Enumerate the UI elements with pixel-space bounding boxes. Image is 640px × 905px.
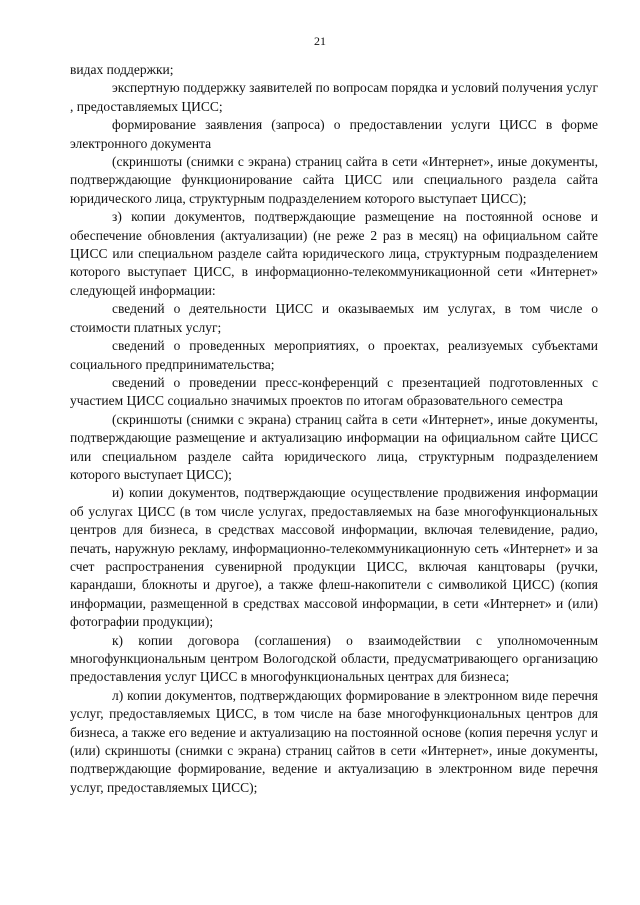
paragraph-expert-support: экспертную поддержку заявителей по вопросам порядка и условий получения услуг , предоставляемых ЦИСС; [70, 80, 598, 114]
page-body [70, 61, 598, 797]
paragraph-item-l: л) копии документов, подтверждающих формирование в электронном виде перечня услуг, предоставляемых ЦИСС, в том числе на базе многофункциональных центров для бизнеса, а также его ведение и актуализацию на постоянной основе (копия перечня услуг и (или) скриншоты (снимки с экрана) страниц сайтов в сети «Интернет», иные документы, подтверждающие формирование, ведение и актуализацию в электронном виде перечня услуг, предоставляемых ЦИСС); [70, 687, 598, 795]
paragraph-item-i: и) копии документов, подтверждающие осуществление продвижения информации об услугах ЦИСС (в том числе услугах, предоставляемых на базе многофункциональных центров для бизнеса, в средствах массовой информации, включая телевидение, радио, печать, наружную рекламу, информационно-телекоммуникационную сеть «Интернет» и за счет распространения сувенирной продукции ЦИСС, включая канцтовары (ручки, карандаши, блокноты и другое), а также флеш-накопители с символикой ЦИСС) (копия информации, размещенной в средствах массовой информации, в сети «Интернет» и (или) фотографии продукции); [70, 485, 598, 630]
paragraph-activity-info: сведений о деятельности ЦИСС и оказываемых им услугах, в том числе о стоимости платных услуг; [70, 301, 598, 335]
paragraph-events-info: сведений о проведенных мероприятиях, о проектах, реализуемых субъектами социального предпринимательства; [70, 338, 598, 372]
paragraph-continuation: видах поддержки; [70, 62, 174, 77]
paragraph-screenshots-site: (скриншоты (снимки с экрана) страниц сайта в сети «Интернет», иные документы, подтверждающие функционирование сайта ЦИСС или специального раздела сайта юридического лица, структурным подразделением которого выступает ЦИСС); [70, 154, 598, 206]
paragraph-press-conferences: сведений о проведении пресс-конференций с презентацией подготовленных с участием ЦИСС социально значимых проектов по итогам образовательного семестра [70, 374, 598, 409]
paragraph-item-k: к) копии договора (соглашения) о взаимодействии с уполномоченным многофункциональным центром Вологодской области, предусматривающего организацию предоставления услуг ЦИСС в многофункциональных центрах для бизнеса; [70, 632, 598, 685]
paragraph-screenshots-updates: (скриншоты (снимки с экрана) страниц сайта в сети «Интернет», иные документы, подтверждающие размещение и актуализацию информации на официальном сайте ЦИСС или специальном разделе сайта юридического лица, структурным подразделением которого выступает ЦИСС); [70, 411, 598, 482]
paragraph-item-z: з) копии документов, подтверждающие размещение на постоянной основе и обеспечение обновления (актуализации) (не реже 2 раз в месяц) на официальном сайте ЦИСС или специальном разделе сайта юридического лица, структурным подразделением которого выступает ЦИСС, в информационно-телекоммуникационной сети «Интернет» следующей информации: [70, 209, 598, 298]
paragraph-application-form: формирование заявления (запроса) о предоставлении услуги ЦИСС в форме электронного документа [70, 117, 598, 151]
page-number: 21 [314, 34, 326, 48]
